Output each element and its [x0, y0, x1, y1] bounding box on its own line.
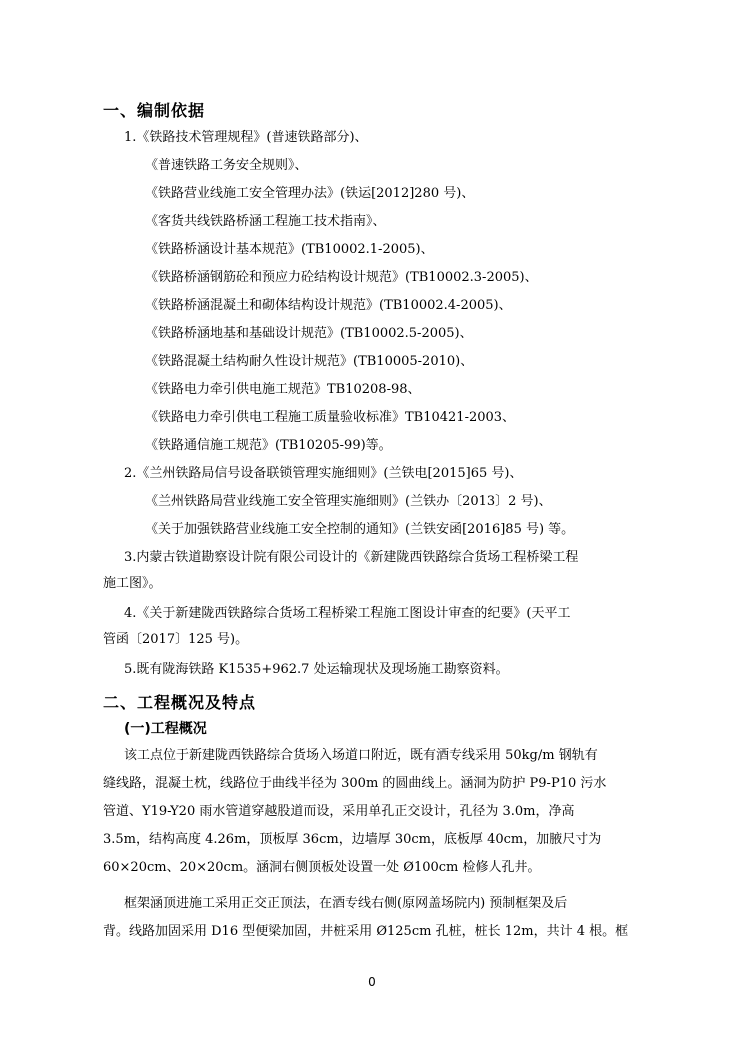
basis-item-7: 《铁路桥涵混凝土和砌体结构设计规范》(TB10002.4-2005)、 [145, 298, 512, 313]
overview-paragraph-1-line-3: 管道、Y19-Y20 雨水管道穿越股道而设，采用单孔正交设计，孔径为 3.0m，净高 [103, 804, 575, 819]
basis-item-12: 《铁路通信施工规范》(TB10205-99)等。 [145, 438, 392, 453]
overview-paragraph-1-line-4: 3.5m，结构高度 4.26m，顶板厚 36cm，边墙厚 30cm，底板厚 40cm，加腋尺寸为 [103, 832, 602, 847]
basis-item-16-line-1: 3.内蒙古铁道勘察设计院有限公司设计的《新建陇西铁路综合货场工程桥梁工程 [124, 550, 579, 565]
basis-item-4: 《客货共线铁路桥涵工程施工技术指南》、 [145, 214, 386, 229]
basis-item-3: 《铁路营业线施工安全管理办法》(铁运[2012]280 号)、 [145, 186, 475, 201]
basis-item-13: 2.《兰州铁路局信号设备联锁管理实施细则》(兰铁电[2015]65 号)、 [124, 466, 523, 481]
basis-item-5: 《铁路桥涵设计基本规范》(TB10002.1-2005)、 [145, 242, 434, 257]
basis-item-10: 《铁路电力牵引供电施工规范》TB10208-98、 [145, 382, 421, 397]
basis-item-8: 《铁路桥涵地基和基础设计规范》(TB10002.5-2005)、 [145, 326, 473, 341]
page-number: 0 [368, 975, 376, 989]
subsection-heading-overview: (一)工程概况 [124, 721, 207, 737]
overview-paragraph-1-line-5: 60×20cm、20×20cm。涵洞右侧顶板处设置一处 Ø100cm 检修人孔井。 [103, 860, 541, 875]
basis-item-15: 《关于加强铁路营业线施工安全控制的通知》(兰铁安函[2016]85 号) 等。 [145, 522, 575, 537]
basis-item-18: 5.既有陇海铁路 K1535+962.7 处运输现状及现场施工勘察资料。 [124, 662, 509, 677]
overview-paragraph-2-line-1: 框架涵顶进施工采用正交正顶法，在酒专线右侧(原网盖场院内) 预制框架及后 [124, 896, 568, 911]
section-heading-overview: 二、工程概况及特点 [103, 693, 257, 712]
basis-item-17-line-1: 4.《关于新建陇西铁路综合货场工程桥梁工程施工图设计审查的纪要》(天平工 [124, 606, 571, 621]
basis-item-16-line-2: 施工图》。 [103, 576, 162, 591]
basis-item-2: 《普速铁路工务安全规则》、 [145, 158, 308, 173]
overview-paragraph-1-line-2: 缝线路，混凝土枕，线路位于曲线半径为 300m 的圆曲线上。涵洞为防护 P9-P10 污水 [103, 776, 607, 791]
overview-paragraph-2-line-2: 背。线路加固采用 D16 型便梁加固，井桩采用 Ø125cm 孔桩，桩长 12m，共计 4 根。框 [103, 924, 629, 939]
basis-item-9: 《铁路混凝土结构耐久性设计规范》(TB10005-2010)、 [145, 354, 474, 369]
basis-item-17-line-2: 管函〔2017〕125 号)。 [103, 632, 249, 647]
basis-item-11: 《铁路电力牵引供电工程施工质量验收标准》TB10421-2003、 [145, 410, 516, 425]
basis-item-1: 1.《铁路技术管理规程》(普速铁路部分)、 [124, 130, 368, 145]
overview-paragraph-1-line-1: 该工点位于新建陇西铁路综合货场入场道口附近，既有酒专线采用 50kg/m 钢轨有 [124, 748, 598, 763]
basis-item-6: 《铁路桥涵钢筋砼和预应力砼结构设计规范》(TB10002.3-2005)、 [145, 270, 538, 285]
section-heading-basis: 一、编制依据 [103, 101, 206, 120]
basis-item-14: 《兰州铁路局营业线施工安全管理实施细则》(兰铁办〔2013〕2 号)、 [145, 494, 552, 509]
